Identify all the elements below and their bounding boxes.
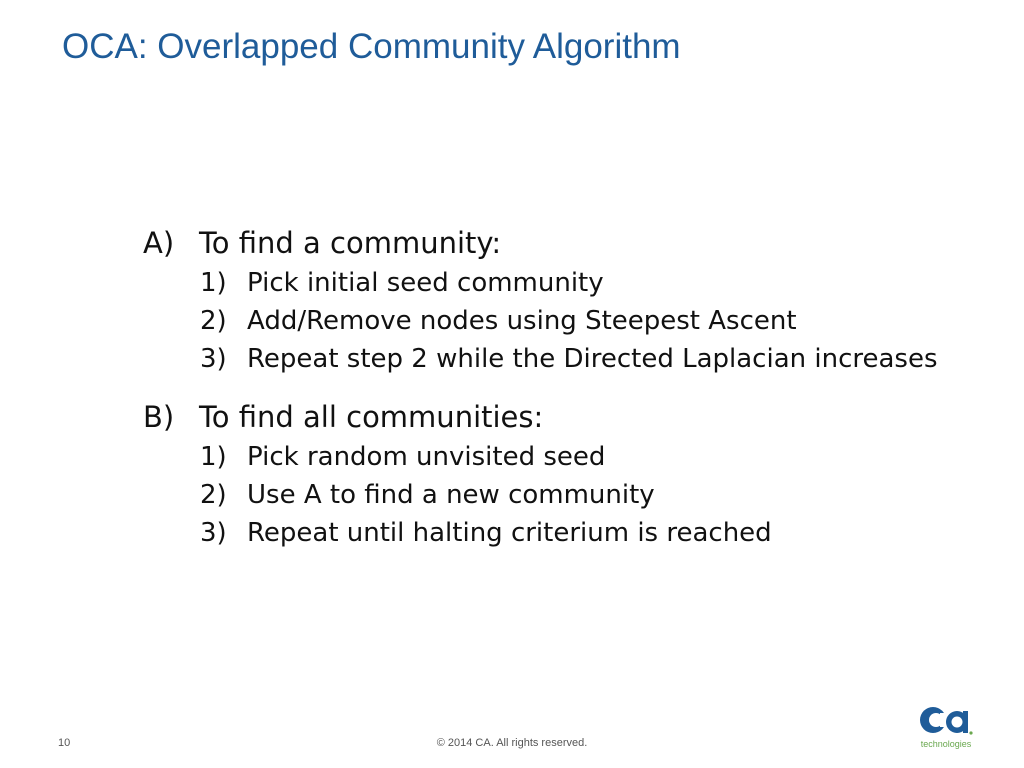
step-text: Add/Remove nodes using Steepest Ascent bbox=[247, 306, 797, 336]
step-list bbox=[143, 438, 1003, 552]
section-heading-text: To find all communities: bbox=[199, 400, 544, 434]
page-number: 10 bbox=[58, 737, 71, 749]
section-marker: A) bbox=[143, 226, 175, 260]
step-text: Repeat until halting criterium is reached bbox=[247, 518, 772, 548]
section-heading-text: To find a community: bbox=[199, 226, 502, 260]
step-item bbox=[200, 476, 1003, 514]
step-text: Repeat step 2 while the Directed Laplacian increases bbox=[247, 344, 938, 374]
section-b bbox=[143, 396, 1003, 552]
logo-label: technologies bbox=[920, 739, 972, 749]
step-number: 3) bbox=[200, 518, 227, 548]
step-number: 1) bbox=[200, 442, 227, 472]
step-item bbox=[200, 514, 1003, 552]
step-text: Use A to find a new community bbox=[247, 480, 655, 510]
step-text: Pick initial seed community bbox=[247, 268, 604, 298]
ca-technologies-logo bbox=[914, 702, 978, 752]
step-number: 1) bbox=[200, 268, 227, 298]
step-number: 2) bbox=[200, 306, 227, 336]
section-marker: B) bbox=[143, 400, 175, 434]
copyright-notice: © 2014 CA. All rights reserved. bbox=[436, 737, 588, 749]
step-item bbox=[200, 264, 1003, 302]
step-number: 3) bbox=[200, 344, 227, 374]
step-list bbox=[143, 264, 1003, 378]
section-a bbox=[143, 222, 1003, 378]
step-item bbox=[200, 438, 1003, 476]
slide-title: OCA: Overlapped Community Algorithm bbox=[62, 27, 681, 66]
ca-logo-mark-icon bbox=[918, 702, 974, 738]
step-item bbox=[200, 340, 1003, 378]
step-text: Pick random unvisited seed bbox=[247, 442, 606, 472]
section-heading bbox=[143, 396, 1003, 438]
step-item bbox=[200, 302, 1003, 340]
step-number: 2) bbox=[200, 480, 227, 510]
section-heading bbox=[143, 222, 1003, 264]
slide-content bbox=[143, 222, 1003, 570]
